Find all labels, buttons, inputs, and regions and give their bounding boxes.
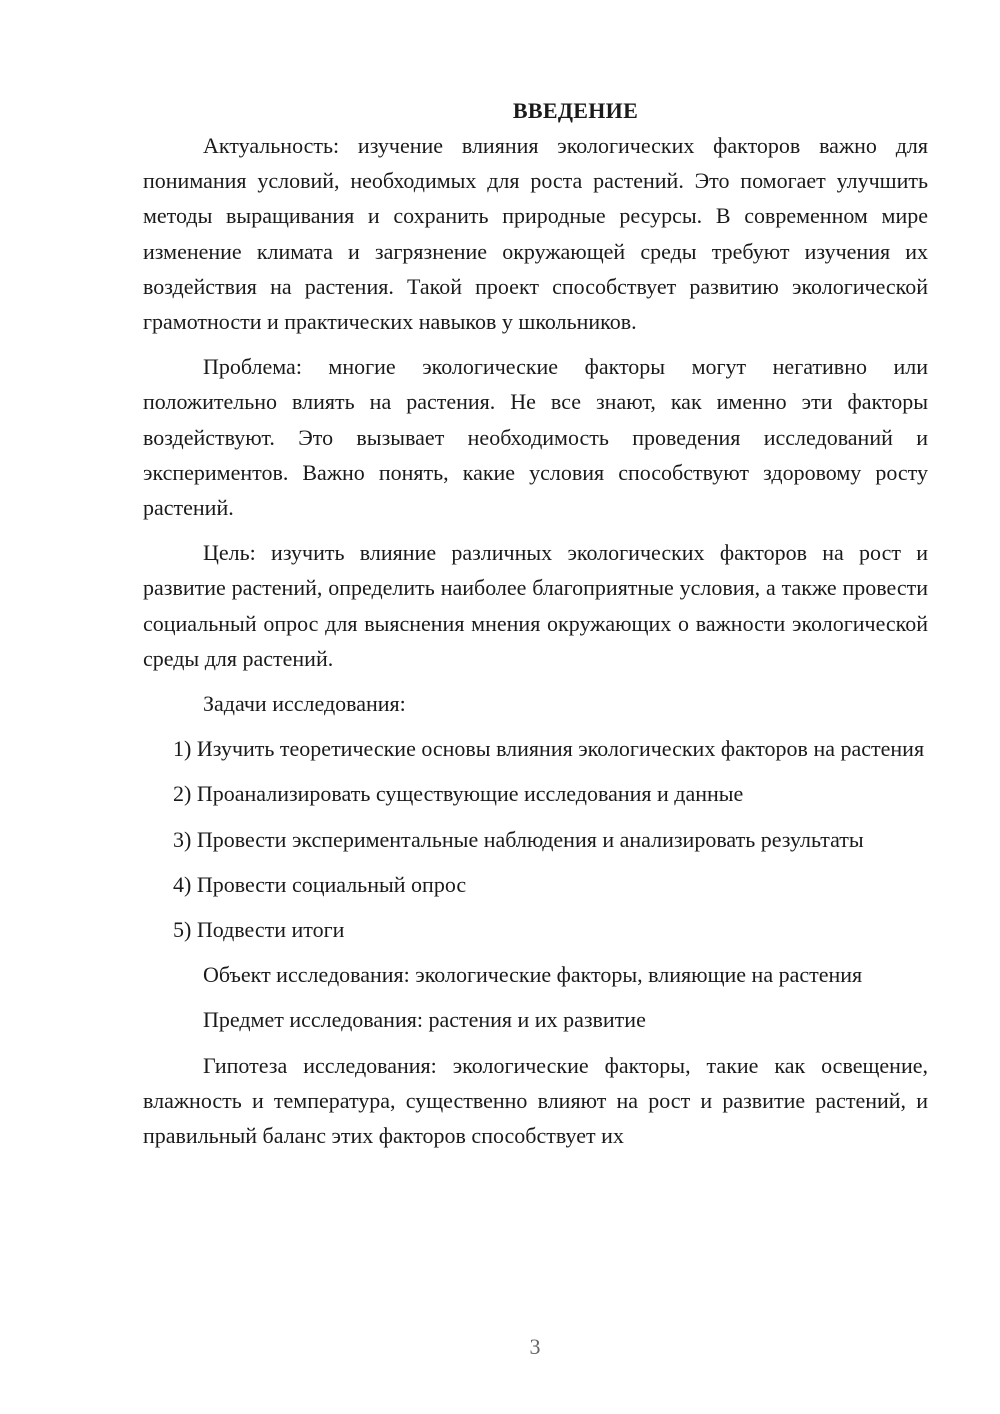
task-item-1: 1) Изучить теоретические основы влияния экологических факторов на растения: [173, 736, 925, 762]
task-item-3: 3) Провести экспериментальные наблюдения и анализировать результаты: [173, 826, 864, 852]
paragraph-goal: Цель: изучить влияние различных экологических факторов на рост и развитие растений, определить наиболее благоприятные условия, а также провести социальный опрос для выяснения мнения окружающих о важности экологической среды для растений.: [143, 540, 928, 671]
document-page: [143, 94, 928, 1163]
task-item-4: 4) Провести социальный опрос: [173, 871, 467, 897]
paragraph-hypothesis: Гипотеза исследования: экологические факторы, такие как освещение, влажность и температура, существенно влияют на рост и развитие растений, и правильный баланс этих факторов способствует их: [143, 1052, 928, 1149]
paragraph-subject: Предмет исследования: растения и их развитие: [203, 1007, 646, 1033]
paragraph-relevance: Актуальность: изучение влияния экологических факторов важно для понимания условий, необходимых для роста растений. Это помогает улучшить методы выращивания и сохранить природные ресурсы. В современном мире изменение климата и загрязнение окружающей среды требуют изучения их воздействия на растения. Такой проект способствует развитию экологической грамотности и практических навыков у школьников.: [143, 133, 928, 335]
paragraph-problem: Проблема: многие экологические факторы могут негативно или положительно влиять на растения. Не все знают, как именно эти факторы воздействуют. Это вызывает необходимость проведения исследований и экспериментов. Важно понять, какие условия способствуют здоровому росту растений.: [143, 354, 928, 521]
task-item-5: 5) Подвести итоги: [173, 917, 345, 943]
page-number: 3: [529, 1334, 541, 1359]
task-item-2: 2) Проанализировать существующие исследования и данные: [173, 781, 744, 807]
tasks-heading: Задачи исследования:: [203, 691, 406, 717]
page-title: ВВЕДЕНИЕ: [512, 98, 639, 123]
paragraph-object: Объект исследования: экологические факторы, влияющие на растения: [203, 962, 863, 988]
